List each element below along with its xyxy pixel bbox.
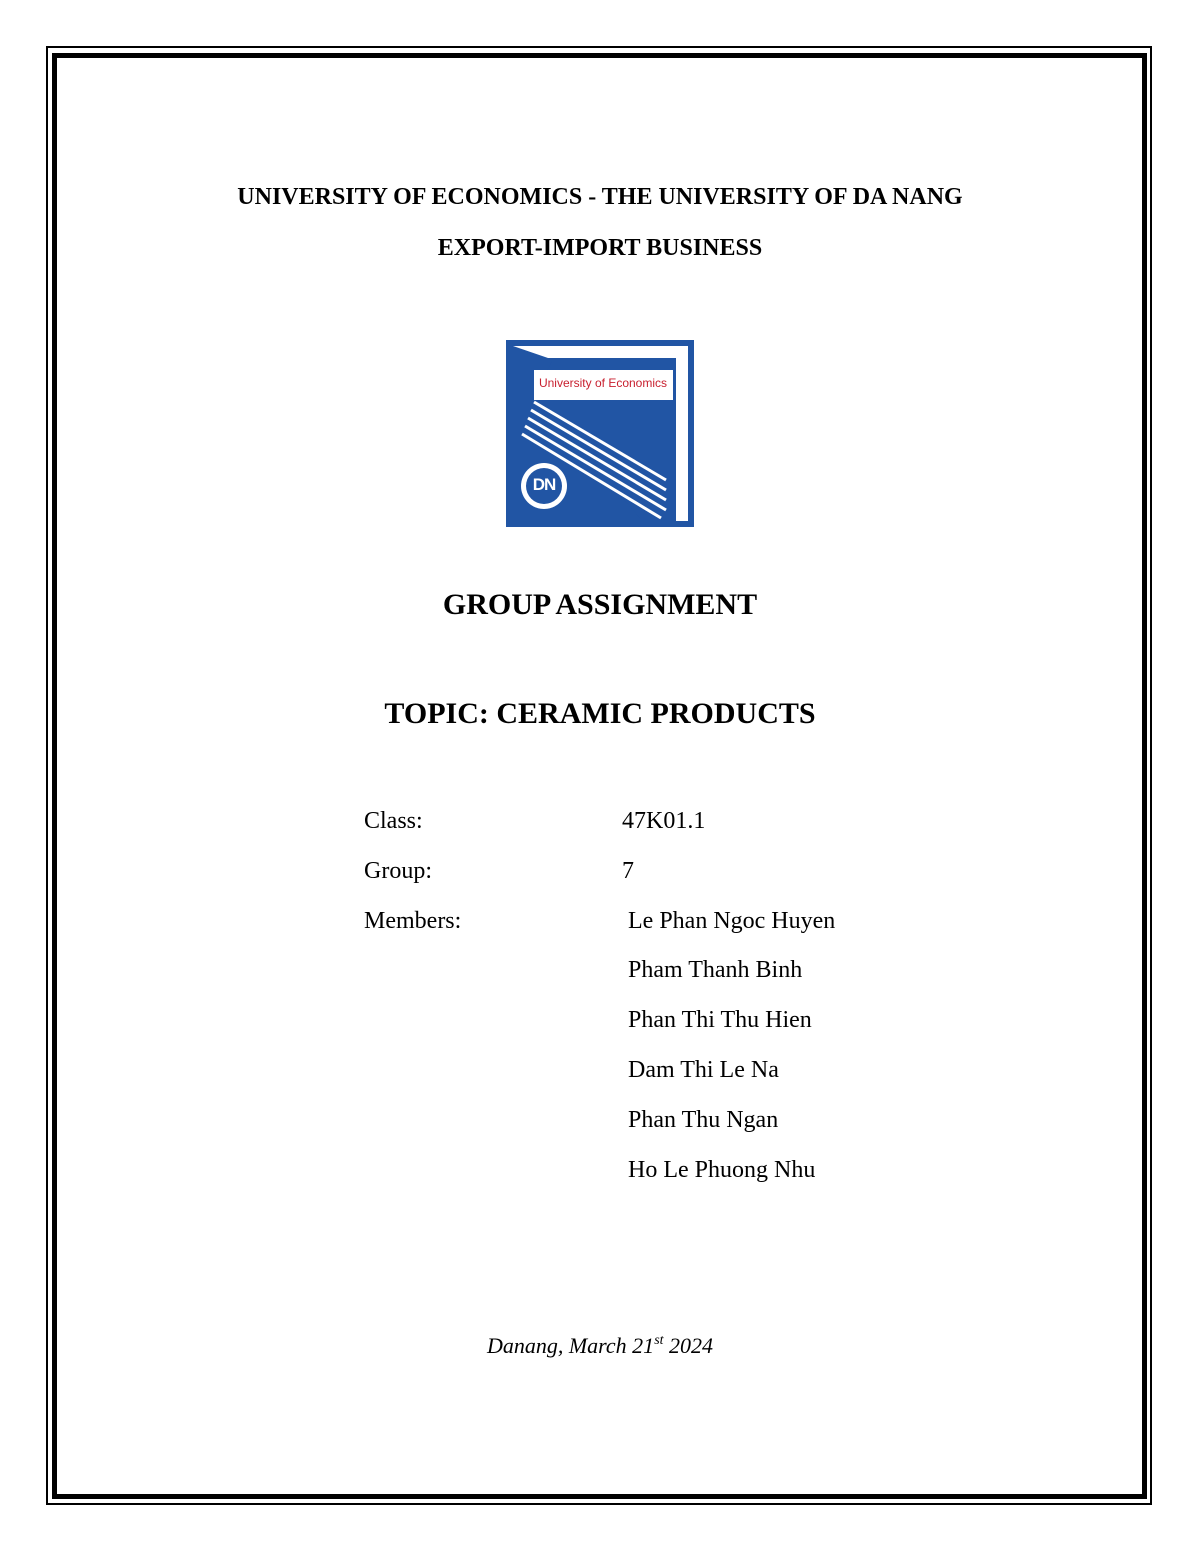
date-line <box>0 1333 1200 1359</box>
course-title: EXPORT-IMPORT BUSINESS <box>437 235 763 261</box>
member-name: Phan Thi Thu Hien <box>628 1007 812 1033</box>
class-value: 47K01.1 <box>622 808 706 834</box>
date-text: Danang, March 21 <box>486 1333 655 1358</box>
page-border-inner <box>52 53 1147 1499</box>
member-name: Le Phan Ngoc Huyen <box>628 908 836 934</box>
logo-label-text: University of Economics <box>538 376 668 390</box>
date-year: 2024 <box>663 1333 714 1358</box>
member-name: Phan Thu Ngan <box>628 1107 779 1133</box>
class-label: Class: <box>364 808 423 834</box>
logo-emblem-text: DN <box>532 475 556 494</box>
group-label: Group: <box>364 858 432 884</box>
assignment-title: GROUP ASSIGNMENT <box>442 588 758 621</box>
university-logo <box>506 340 694 527</box>
member-name: Dam Thi Le Na <box>628 1057 779 1083</box>
members-label: Members: <box>364 908 462 934</box>
group-value: 7 <box>622 858 634 884</box>
date-ordinal: st <box>654 1333 664 1348</box>
member-name: Pham Thanh Binh <box>628 957 803 983</box>
member-name: Ho Le Phuong Nhu <box>628 1157 816 1183</box>
topic-title: TOPIC: CERAMIC PRODUCTS <box>384 697 816 730</box>
logo-graphic <box>506 340 694 527</box>
university-title: UNIVERSITY OF ECONOMICS - THE UNIVERSITY OF DA NANG <box>237 184 963 210</box>
